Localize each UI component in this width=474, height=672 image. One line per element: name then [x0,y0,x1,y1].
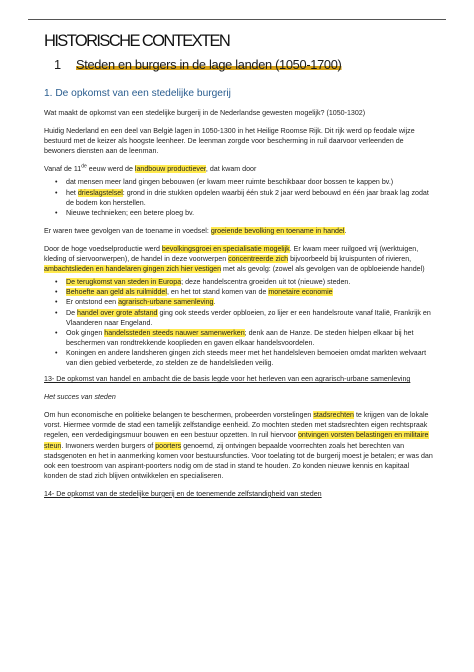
section-heading: 1. De opkomst van een stedelijke burgerij [44,88,231,99]
list-item [66,328,434,348]
subheading-succes-steden: Het succes van steden [44,393,116,402]
paragraph-consequences [44,226,434,236]
text: eeuw werd de [86,165,135,174]
text: Er ontstond een [66,298,119,307]
text: De [66,308,78,317]
text: te krijgen van de lokale vorst. Hiermee vormde de stad een tamelijk zelfstandige eenheid. Zo mochten steden met stadsrechten eigen rechtspraak regelen, een verdedigingsmuur bouwen en een bestuur opzetten. In ruil hiervoor [44,411,429,440]
text: , dat kwam door [205,165,257,174]
kenmerkend-aspect-14: 14- De opkomst van de stedelijke burgerij en de toenemende zelfstandigheid van steden [44,489,322,498]
highlight: concentreerde zich [228,255,289,264]
paragraph-stadsrechten [44,410,434,481]
chapter-number: 1 [54,57,61,72]
text: : grond in drie stukken opdelen waarbij één stuk 2 jaar werd bebouwd en één jaar braak lag zodat de bodem kon herstellen. [66,188,429,207]
text: het [66,188,78,197]
text: Koningen en andere landsheren gingen zich steeds meer met het handelsleven bemoeien omdat markten welvaart van dien gebied verbeterde, zo stelden ze de handelslieden veilig. [66,348,427,367]
text: , en het tot stand komen van de [166,288,269,297]
page-title: HISTORISCHE CONTEXTEN [44,32,230,50]
list-item [66,177,434,187]
list-item [66,297,434,307]
text: ging ook steeds verder opbloeien, zo lijer er een handelsroute vanaf Italië, Frankrijk en Vlaanderen naar Engeland. [66,308,431,327]
text: . Er kwam meer ruilgoed vrij (werktuigen, kleding of siervoorwerpen), de handel in deze voorwerpen [44,244,419,264]
highlight: bevolkingsgroei en specialisatie mogelijk [161,244,290,253]
top-rule [28,19,446,20]
consequences-list [44,277,434,368]
highlight: agrarisch-urbane samenleving [118,298,214,307]
text: bijvoorbeeld bij kruispunten of rivieren, [288,255,412,264]
highlight: stadsrechten [313,411,354,420]
text: Nieuwe technieken; een betere ploeg bv. [66,208,195,217]
text: . [213,298,216,307]
kenmerkend-aspect-13: 13- De opkomst van handel en ambacht die de basis legde voor het herleven van een agrarisch-urbane samenleving [44,375,411,384]
paragraph-population [44,244,434,274]
text: Door de hoge voedselproductie werd [44,244,162,253]
chapter-heading [44,57,434,73]
paragraph-feudal: Huidig Nederland en een deel van België lagen in 1050-1300 in het Heilige Roomse Rijk. Dit rijk werd op feodale wijze bestuurd met de keizer als hoogste leenheer. De leenman zorgde voor bescherming in ruil daarvoor verleenden de bewoners diensten aan de leenman. [44,127,415,156]
text: . Inwoners werden burgers of [61,441,156,450]
paragraph-agriculture [44,164,434,174]
text: genoemd, zij ontvingen bepaalde voorrechten zoals het berechten van stadsgenoten en het in aanmerking komen voor bestuursfuncties. Voor toelating tot de burgerij moest je betalen; er was dan ook een toestroom van aspirant-poorters nodig om de stad in stand te houden. Zo konden nieuwe kennis en kapitaal konden de stad zich blijven ontwikkelen en specialiseren. [44,441,433,480]
agriculture-list [44,177,434,217]
highlight: ontvingen vorsten belastingen en militaire steun [44,431,429,450]
highlight: landbouw productiever [134,165,206,174]
highlight: Behoefte aan geld als ruilmiddel [66,288,167,297]
list-item [66,348,434,368]
highlight: De terugkomst van steden in Europa [66,278,182,287]
text: . [344,226,347,235]
highlight: ambachtslieden en handelaren gingen zich hier vestigen [44,265,222,274]
highlight: poorters [155,441,182,450]
text: ; denk aan de Hanze. De steden hielpen elkaar bij het beschermen van rondtrekkende kooplieden en gaven elkaar handelsvoordelen. [66,328,414,347]
text: Vanaf de 11 [44,165,82,174]
text: Ook gingen [66,328,105,337]
highlight: handelssteden steeds nauwer samenwerken [104,328,245,337]
highlight: drieslagstelsel [77,188,123,197]
highlight: handel over grote afstand [77,308,158,317]
highlight: groeiende bevolking en toename in handel [210,226,345,235]
highlight: monetaire economie [268,288,333,297]
list-item [66,188,434,208]
question: Wat maakt de opkomst van een stedelijke burgerij in de Nederlandse gewesten mogelijk? (1050-1302) [44,109,366,117]
superscript: de [81,164,87,171]
text: dat mensen meer land gingen bebouwen (er kwam meer ruimte beschikbaar door bossen te kappen bv.) [66,178,394,187]
text: met als gevolg: (zowel als gevolgen van de opbloeiende handel) [221,265,425,274]
list-item [66,208,434,218]
list-item [66,287,434,297]
list-item [66,277,434,287]
text: Er waren twee gevolgen van de toename in voedsel: [44,226,211,235]
chapter-title: Steden en burgers in de lage landen (1050-1700) [76,57,342,72]
text: ; deze handelscentra groeiden uit tot (nieuwe) steden. [181,278,351,287]
list-item [66,308,434,328]
text: Om hun economische en politieke belangen te beschermen, probeerden vorstelingen [44,411,314,420]
